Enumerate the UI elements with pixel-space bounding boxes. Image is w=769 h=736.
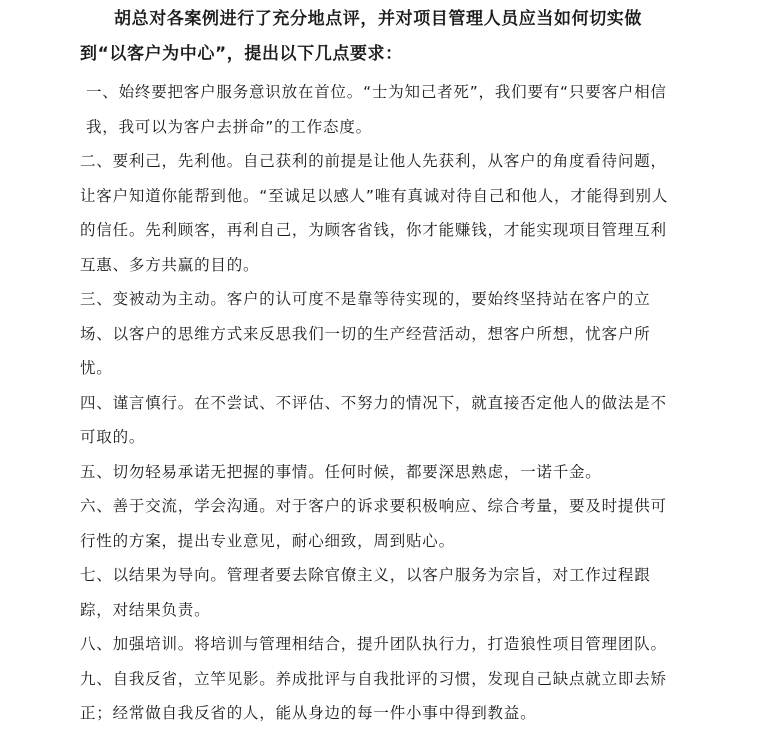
requirement-item-1: 一、始终要把客户服务意识放在首位。“士为知己者死”，我们要有“只要客户相信我，我可以为客户去拼命”的工作态度。 — [86, 83, 667, 136]
requirement-item-2: 二、要利己，先利他。自己获利的前提是让他人先获利，从客户的角度看待问题，让客户知道你能帮到他。“至诚足以感人”唯有真诚对待自己和他人，才能得到别人的信任。先利顾客，再利自己，为顾客省钱，你才能赚钱，才能实现项目管理互利互惠、多方共赢的目的。 — [80, 152, 669, 274]
intro-paragraph: 胡总对各案例进行了充分地点评，并对项目管理人员应当如何切实做到“以客户为中心”，提出以下几点要求： — [80, 9, 642, 64]
requirement-item-4: 四、谨言慎行。在不尝试、不评估、不努力的情况下，就直接否定他人的做法是不可取的。 — [80, 393, 667, 446]
document-page — [80, 0, 680, 731]
requirement-item-8: 八、加强培训。将培训与管理相结合，提升团队执行力，打造狼性项目管理团队。 — [80, 635, 667, 653]
requirement-item-9: 九、自我反省，立竿见影。养成批评与自我批评的习惯，发现自己缺点就立即去矫正；经常做自我反省的人，能从身边的每一件小事中得到教益。 — [80, 669, 667, 722]
requirement-item-5: 五、切勿轻易承诺无把握的事情。任何时候，都要深思熟虑，一诺千金。 — [80, 462, 602, 481]
requirement-item-3: 三、变被动为主动。客户的认可度不是靠等待实现的，要始终坚持站在客户的立场、以客户的思维方式来反思我们一切的生产经营活动，想客户所想，忧客户所忧。 — [80, 290, 651, 377]
requirement-item-6: 六、善于交流，学会沟通。对于客户的诉求要积极响应、综合考量，要及时提供可行性的方案，提出专业意见，耐心细致，周到贴心。 — [80, 497, 667, 550]
requirement-item-7: 七、以结果为导向。管理者要去除官僚主义，以客户服务为宗旨，对工作过程跟踪，对结果负责。 — [80, 566, 651, 619]
